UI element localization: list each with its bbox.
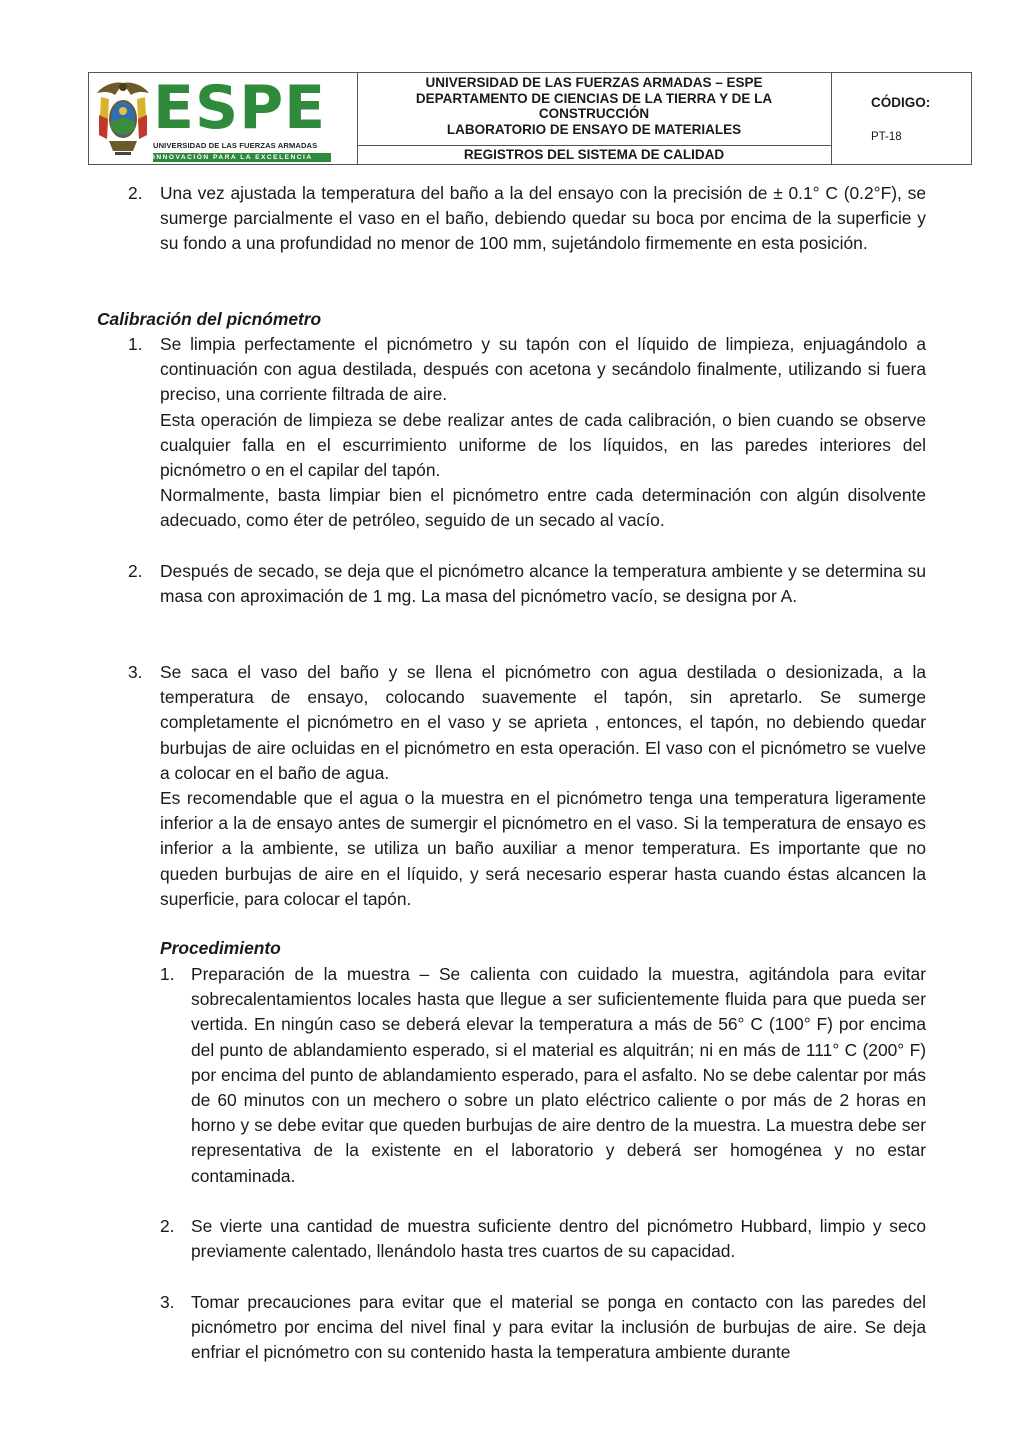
list-number: 3. <box>128 662 143 682</box>
code-cell <box>831 73 971 164</box>
paragraph-precautions: Tomar precauciones para evitar que el material se ponga en contacto con las paredes del picnómetro por encima del nivel final y para evitar la inclusión de burbujas de aire. Se deja enfriar el picnómetro con su contenido hasta la temperatura ambiente durante <box>191 1292 926 1363</box>
paragraph-cleaning: Se limpia perfectamente el picnómetro y su tapón con el líquido de limpieza, enjuagándolo a continuación con agua destilada, después con acetona y secándolo finalmente, utilizando si fuera preciso, una corriente filtrada de aire. <box>160 334 926 405</box>
header-department: DEPARTAMENTO DE CIENCIAS DE LA TIERRA Y DE LA <box>415 90 773 106</box>
list-number: 1. <box>128 334 143 354</box>
paragraph-cleaning-frequency: Esta operación de limpieza se debe realizar antes de cada calibración, o bien cuando se observe cualquier falla en el escurrimiento uniforme de los líquidos, en las paredes interiores del picnómetro o en el capilar del tapón. <box>160 410 926 481</box>
header-department-cont: CONSTRUCCIÓN <box>538 106 650 121</box>
list-number: 2. <box>128 561 143 581</box>
header-university: UNIVERSIDAD DE LAS FUERZAS ARMADAS – ESPE <box>425 75 763 90</box>
header-laboratory: LABORATORIO DE ENSAYO DE MATERIALES <box>446 121 742 137</box>
list-number: 2. <box>128 183 143 203</box>
header-title-cell <box>357 73 832 164</box>
logo-subtitle: UNIVERSIDAD DE LAS FUERZAS ARMADAS <box>153 141 318 150</box>
code-label: CÓDIGO: <box>871 95 931 110</box>
list-number: 2. <box>160 1216 175 1236</box>
list-number: 1. <box>160 964 175 984</box>
document-header <box>88 72 972 165</box>
header-registry: REGISTROS DEL SISTEMA DE CALIDAD <box>463 147 725 162</box>
header-title-block <box>357 73 831 146</box>
paragraph-pour-sample: Se vierte una cantidad de muestra suficiente dentro del picnómetro Hubbard, limpio y seco previamente calentado, llenándolo hasta tres cuartos de su capacidad. <box>191 1216 926 1262</box>
code-value: PT-18 <box>871 131 902 143</box>
coat-of-arms-icon <box>95 79 151 159</box>
paragraph-fill-water: Se saca el vaso del baño y se llena el picnómetro con agua destilada o desionizada, a la temperatura de ensayo, colocando suavemente el tapón, sin apretarlo. Se sumerge completamente el picnómetro en el vaso y se aprieta , entonces, el tapón, no debiendo quedar burbujas de aire ocluidas en el picnómetro en esta operación. El vaso con el picnómetro se vuelve a colocar en el baño de agua. <box>160 662 926 783</box>
logo-wordmark: ESPE <box>153 73 327 143</box>
espe-logo <box>95 73 351 161</box>
logo-cell <box>89 73 358 164</box>
logo-tagline: INNOVACIÓN PARA LA EXCELENCIA <box>153 153 331 162</box>
paragraph-cleaning-normal: Normalmente, basta limpiar bien el picnómetro entre cada determinación con algún disolvente adecuado, como éter de petróleo, seguido de un secado al vacío. <box>160 485 926 531</box>
paragraph-temperature-note: Es recomendable que el agua o la muestra en el picnómetro tenga una temperatura ligeramente inferior a la de ensayo antes de sumergir el picnómetro en el vaso. Si la temperatura de ensayo es inferior a la ambiente, se utiliza un baño auxiliar a menor temperatura. Es importante que no queden burbujas de aire en el líquido, y será necesario esperar hasta cuando éstas alcancen la superficie, para colocar el tapón. <box>160 788 926 909</box>
section-title-calibration: Calibración del picnómetro <box>97 309 322 329</box>
paragraph-weigh-empty: Después de secado, se deja que el picnómetro alcance la temperatura ambiente y se determina su masa con aproximación de 1 mg. La masa del picnómetro vacío, se designa por A. <box>160 561 926 607</box>
list-number: 3. <box>160 1292 175 1312</box>
paragraph-sample-preparation: Preparación de la muestra – Se calienta con cuidado la muestra, agitándola para evitar sobrecalentamientos locales hasta que llegue a ser suficientemente fluida para que pueda ser vertida. En ningún caso se deberá elevar la temperatura a más de 56° C (100° F) por encima del punto de ablandamiento esperado, si el material es alquitrán; ni en más de 111° C (200° F) por encima del punto de ablandamiento esperado, para el asfalto. No se debe calentar por más de 60 minutos con un mechero o sobre un plato eléctrico caliente o por más de 2 horas en horno y se debe evitar que queden burbujas de aire dentro de la muestra. La muestra debe ser representativa de la existente en el laboratorio y deberá ser homogénea y no estar contaminada. <box>191 964 926 1186</box>
paragraph-bath-temperature: Una vez ajustada la temperatura del baño a la del ensayo con la precisión de ± 0.1° C (0.2°F), se sumerge parcialmente el vaso en el baño, debiendo quedar su boca por encima de la superficie y su fondo a una profundidad no menor de 100 mm, sujetándolo firmemente en esta posición. <box>160 183 926 254</box>
section-title-procedure: Procedimiento <box>160 938 281 958</box>
